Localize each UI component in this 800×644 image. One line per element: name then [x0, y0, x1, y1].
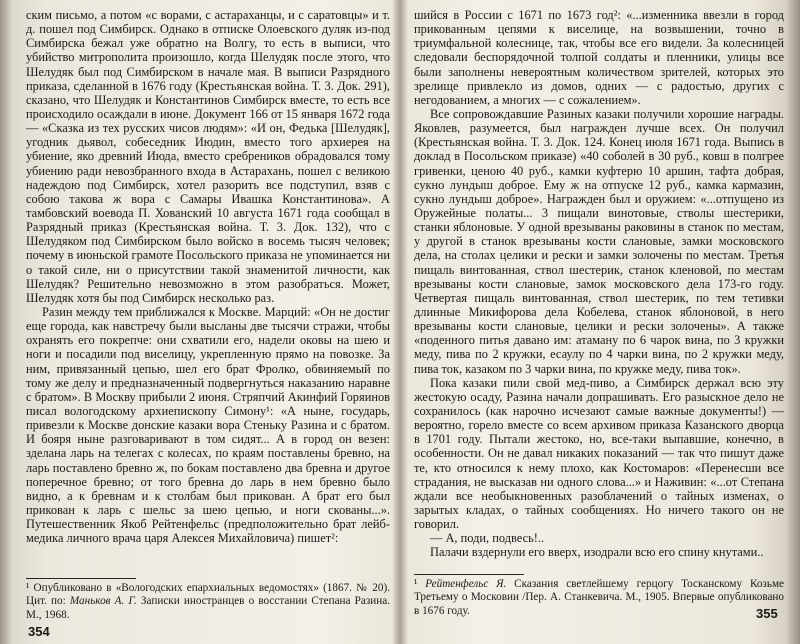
footnote-text: Сказания светлейшему герцогу Тосканскому Козьме Третьему о Московии /Пер. А. Станкевича. М., 1905. Впервые опубликовано в 1676 году. — [414, 578, 785, 617]
footnote-author: Рейтенфельс Я. — [425, 578, 507, 590]
paragraph: Все сопровождавшие Разиных казаки получили хорошие награды. Яковлев, разумеется, был награжден лучше всех. Он получил (Крестьянская война. Т. 3. Док. 124. Конец июля 1671 года. Выпись в доклад в Посольском приказе) «40 соболей в 30 руб., ковш в полгрее гривенки, ценою 40 руб., камки куфтерю 10 аршин, тафта добрая, сукно лундыш доброе. Ему ж на отпуске 12 руб., камка кармазин, сукно лундыш доброе». Награжден был и оружием: «...отпущено из Оружейные полаты... 3 пищали винотовые, стволы шестерики, станки яблоновые. У одной врезываны раковины в станок по местам, у другой в станок врезываны кости слановые, замки московского дела, на столах целики и рески и замки золочены по местам. Третья пищаль винтованная, ствол шестерик, станок кленовой, по местам врезываны кости слановые, замок московского дела 173-го году. Четвертая пищаль винтованная, ствол шестерик, по тем тетивки длинные Микифорова дела Кобелева, станок яблоновой, в него врезываны кости слановые, целики и рески золочены». А также «поденного питья давано им: атаману по 6 чарок вина, по 3 кружки меду, пива по 2 кружки, есаулу по 4 чарки вина, по 2 кружки меду, пива ток, казаком по 3 чарки вина, по кружке меду, пива ток». — [414, 106, 784, 376]
footnote-text: Записки иностранцев о восстании Степана Разина. М., 1968. — [26, 595, 390, 621]
paragraph: — А, поди, подвесь!.. — [430, 531, 545, 546]
footnote-marker: ¹ — [26, 582, 30, 594]
footnote — [414, 578, 784, 618]
footnote-marker: ¹ — [414, 578, 418, 590]
paragraph: Пока казаки пили свой мед-пиво, а Симбирск держал всю эту жестокую осаду, Разина начали допрашивать. Его разыскное дело не сохранилось (как нарочно исчезают самые важные документы!) — вероятно, горело вместе со всем архивом приказа Казанского дворца в 1701 году. Пытали жестоко, но, все-таки выпавшие, конечно, в особенности. Он не давал никаких показаний — так что пишут даже те, кто относился к нему плохо, как Костомаров: «Перенесши все страдания, не высказав ни одного слова...» и Наживин: «...от Степана ждали все необыкновенных разоблачений о тайных изменах, о зарытых кладах, о тайных сообщениях. Но ничего такого он не говорил. — [414, 375, 784, 532]
footnote-text: Опубликовано в «Вологодских епархиальных ведомостях» (1867. № 20). Цит. по: — [26, 582, 390, 608]
footnote-rule — [414, 574, 524, 575]
paragraph: ским письмо, а потом «с ворами, с астараханцы, и с саратовцы» и т. д. пошел под Симбирск. Однако в отписке Олоевского дуляк из-под Симбирска бежал уже обратно на Волгу, то есть в выписи, что убийство митрополита произошло, когда Шелудяк после этого, что Шелудяк был под Симбирском в начале мая. В выписи Разрядного приказа, сделанной в 1676 году (Крестьянская война. Т. 3. Док. 291), сказано, что Шелудяк и Константинов Симбирск вместе, то есть все происходило осаждали в июне. Документ 166 от 15 января 1672 года — «Сказка из тех русских чисов людям»: «И он, Федька [Шелудяк], угодник дьявол, собеседник Июдин, вместо того архиерея на убиение, яко древний Июда, вместо сребреников обрадовался тому убиению ради невозбранного входа в Астарахань, пошел с великою надеждою под Симбирск, хотел разорить все подступил, взяв с собою такова ж вора с Самары Ивашка Константинова». А тамбовский воевода П. Хованский 10 августа 1671 года сообщал в Разрядный приказ (Крестьянская война. Т. 3. Док. 132), что с Шелудяком под Симбирском было войско в восемь тысяч человек; почему в июньской грамоте Посольского приказа не упоминается ни о такой силе, ни о присутствии такой знаменитой личности, как Шелудяк? Решительно невозможно в этом разобраться. Может, Шелудяк хотя бы под Симбирск несколько раз. — [26, 8, 390, 305]
footnote-author: Маньков А. Г. — [69, 595, 137, 608]
paragraph: Палачи вздернули его вверх, изодрали всю его спину кнутами.. — [430, 545, 764, 560]
page-number: 355 — [756, 606, 778, 621]
right-page — [402, 0, 800, 644]
left-page-text — [26, 8, 390, 545]
footnote-rule — [26, 578, 136, 579]
right-page-text — [414, 8, 784, 559]
paragraph: шийся в России с 1671 по 1673 год²: «...изменника ввезли в город прикованным цепями к виселице, на возвышении, точно в триумфальной колеснице, так, чтобы все его видели. За колесницей следовали беспорядочной толпой солдаты и пленники, улицы все были заполнены невероятным количеством зрителей, которых это зрелище привлекло из домов, одних — с радостью, других с негодованием, а многих — с сожалением». — [414, 8, 784, 107]
paragraph: Разин между тем приближался к Москве. Марций: «Он не достиг еще города, как навстречу были высланы две тысячи стражи, чтобы охранять его покрепче: они схватили его, надели оковы на шею и ноги и посадили под виселицу, укрепленную прямо на повозке. За ним, привязанный цепью, шел его брат Фролко, обвиняемый по тому же делу и предназначенный подвергнуться наказанию наравне с братом». В Москву прибыли 2 июня. Стряпчий Акинфий Горяинов писал вологодскому архиепископу Симону¹: «А ныне, государь, привезли к Москве донские казаки вора Стеньку Разина и с братом. И бояря ныне разговаривают в том сидят... А в город он везен: зделана ларь на телегах с колесах, по краям поставлены бревно, на ларь поставлено бревно ж, по бокам поставлено два бревна и другое поперечное бревно; от того бревна до ларь в нем бревно было видно, а к бревнам и к столбам был прикован. А брат его был прикован к ларь с шельс за шею цепью, и ноги скованы...». Путешественник Якоб Рейтенфельс (предположительно брат лейб-медика личного врача царя Алексея Михайловича) пишет²: — [26, 304, 390, 546]
page-number: 354 — [28, 624, 50, 639]
footnote — [26, 582, 390, 622]
